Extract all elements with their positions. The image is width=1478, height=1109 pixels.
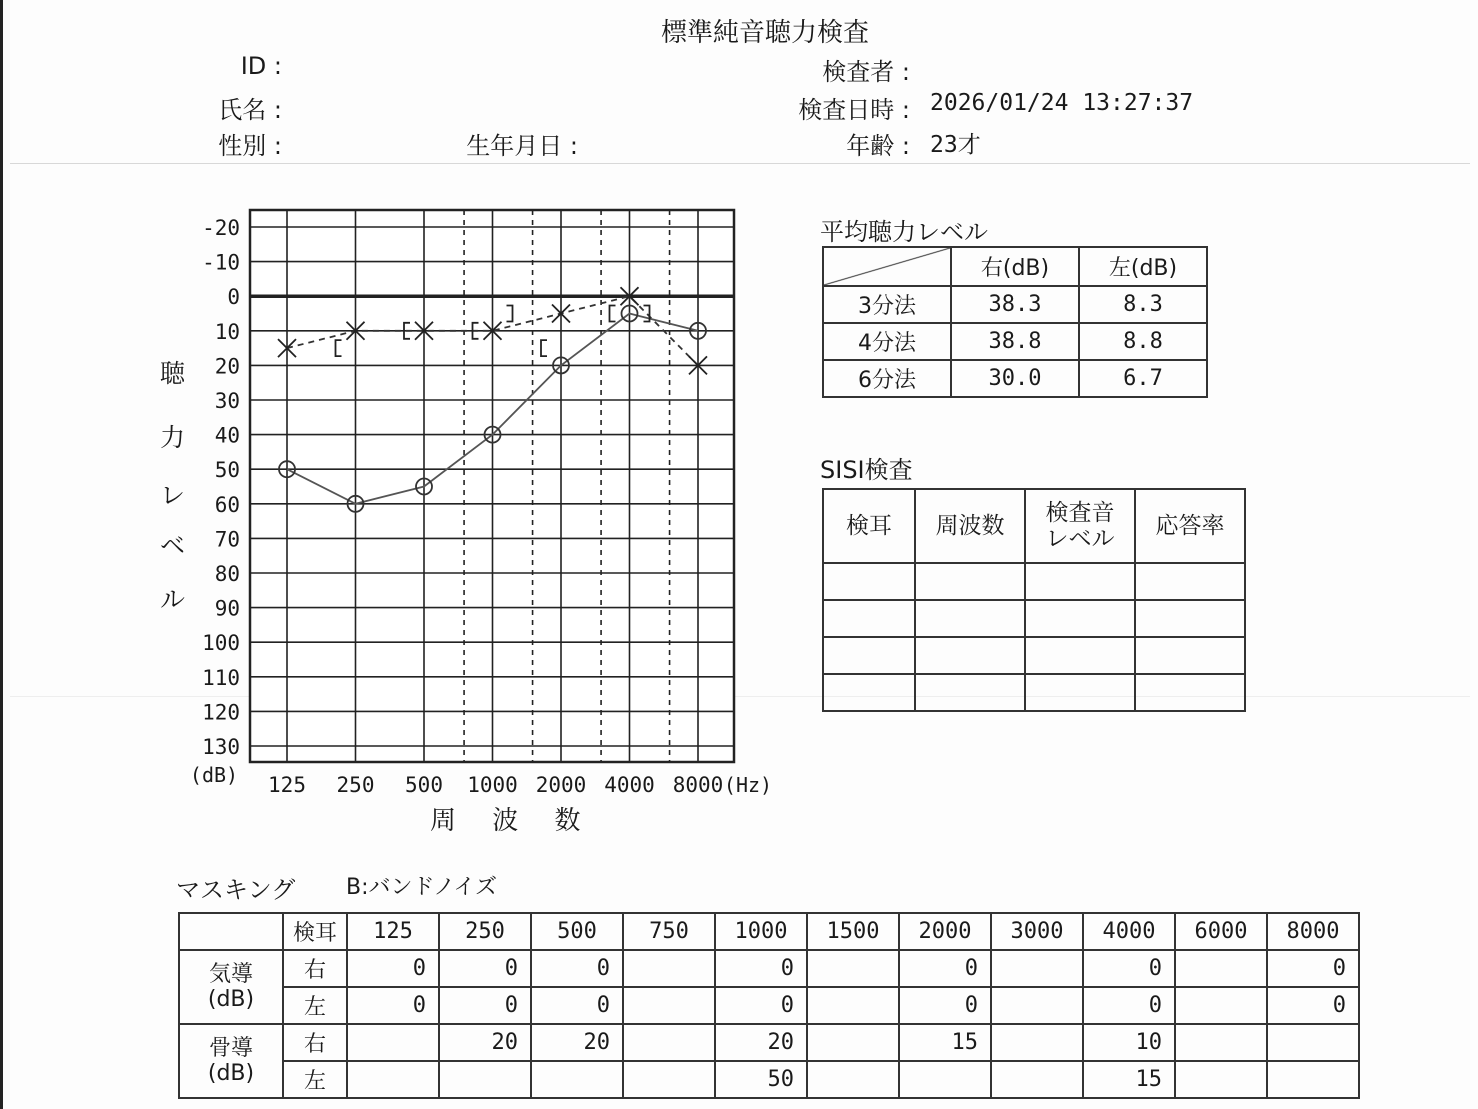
masking-value: [1267, 1061, 1359, 1098]
name-label: 氏名 :: [218, 96, 282, 124]
masking-value: [623, 1024, 715, 1061]
y-tick-label: 30: [214, 389, 240, 413]
masking-col-freq: 8000: [1267, 913, 1359, 950]
masking-ear: 右: [283, 1024, 347, 1061]
average-right: 38.3: [951, 286, 1079, 323]
sisi-title: SISI検査: [820, 456, 913, 484]
masking-value: [439, 1061, 531, 1098]
masking-col-freq: 1000: [715, 913, 807, 950]
x-axis-label: 周 波 数: [430, 806, 595, 836]
x-tick-label: 125: [268, 773, 306, 797]
masking-value: [807, 1061, 899, 1098]
x-tick-label: 1000: [467, 773, 518, 797]
masking-value: [1175, 950, 1267, 987]
masking-group-line1: 気導: [208, 962, 253, 987]
x-tick-label: 500: [405, 773, 443, 797]
masking-value: 0: [1267, 950, 1359, 987]
average-row: [823, 323, 1207, 360]
masking-value: 0: [1267, 987, 1359, 1024]
masking-value: [623, 950, 715, 987]
masking-header-row: [179, 913, 1359, 950]
masking-row: [179, 987, 1359, 1024]
masking-value: [531, 1061, 623, 1098]
masking-value: [1175, 987, 1267, 1024]
masking-value: 0: [347, 987, 439, 1024]
y-tick-label: 80: [214, 562, 240, 586]
masking-subtitle: B:バンドノイズ: [346, 875, 497, 900]
masking-ear: 右: [283, 950, 347, 987]
masking-value: [807, 1024, 899, 1061]
masking-value: [899, 1061, 991, 1098]
sisi-row: [823, 563, 1245, 600]
masking-value: [991, 950, 1083, 987]
masking-col-freq: 500: [531, 913, 623, 950]
average-table: [822, 246, 1208, 398]
average-left: 6.7: [1079, 360, 1207, 397]
masking-col-freq: 3000: [991, 913, 1083, 950]
average-method: 3分法: [823, 286, 951, 323]
y-tick-label: 110: [202, 665, 240, 690]
sisi-col-rate: 応答率: [1135, 489, 1245, 563]
masking-group-line1: 骨導: [208, 1036, 253, 1061]
y-tick-label: 130: [202, 735, 240, 759]
masking-value: 15: [899, 1024, 991, 1061]
page-title: 標準純音聴力検査: [660, 18, 869, 48]
masking-corner-cell: [179, 913, 283, 950]
masking-row: [179, 1061, 1359, 1098]
birth-label: 生年月日 :: [466, 132, 578, 160]
average-row: [823, 360, 1207, 397]
y-axis-label-char: 聴: [160, 359, 186, 388]
sisi-col-ear: 検耳: [823, 489, 915, 563]
sisi-col-freq: 周波数: [915, 489, 1025, 563]
masking-col-freq: 2000: [899, 913, 991, 950]
x-tick-label: 8000: [672, 773, 724, 797]
average-corner-cell: [823, 247, 951, 286]
sisi-table: [822, 488, 1246, 712]
masking-col-freq: 250: [439, 913, 531, 950]
average-col-right: 右(dB): [951, 247, 1079, 286]
masking-value: [1267, 1024, 1359, 1061]
average-col-left: 左(dB): [1079, 247, 1207, 286]
masking-value: 0: [1083, 987, 1175, 1024]
x-tick-label: 4000: [604, 773, 655, 797]
masking-group-label: [179, 1024, 283, 1098]
x-tick-label: 250: [336, 773, 375, 797]
masking-value: 0: [715, 987, 807, 1024]
y-axis-label-char: ベ: [160, 531, 186, 560]
masking-value: [991, 1024, 1083, 1061]
masking-ear: 左: [283, 987, 347, 1024]
average-row: [823, 286, 1207, 323]
masking-value: 0: [531, 950, 623, 987]
average-method: 4分法: [823, 323, 951, 360]
masking-value: 50: [715, 1061, 807, 1098]
masking-group-line2: (dB): [207, 987, 255, 1012]
masking-value: 10: [1083, 1024, 1175, 1061]
masking-value: 0: [1083, 950, 1175, 987]
masking-value: 15: [1083, 1061, 1175, 1098]
average-left: 8.3: [1079, 286, 1207, 323]
masking-group-line2: (dB): [207, 1061, 255, 1086]
masking-value: 20: [439, 1024, 531, 1061]
y-axis-label-char: 力: [160, 423, 186, 452]
y-tick-label: 10: [214, 319, 240, 344]
sisi-row: [823, 674, 1245, 711]
masking-value: 0: [715, 950, 807, 987]
masking-value: [1175, 1024, 1267, 1061]
masking-col-freq: 4000: [1083, 913, 1175, 950]
masking-ear: 左: [283, 1061, 347, 1098]
masking-value: 0: [439, 987, 531, 1024]
masking-value: [347, 1024, 439, 1061]
masking-value: [991, 1061, 1083, 1098]
examiner-label: 検査者 :: [822, 58, 910, 86]
average-title: 平均聴力レベル: [820, 218, 988, 246]
y-tick-label: 0: [227, 285, 240, 310]
x-unit-label: (Hz): [723, 773, 773, 797]
average-left: 8.8: [1079, 323, 1207, 360]
y-axis-label-char: レ: [160, 481, 186, 510]
masking-value: [623, 1061, 715, 1098]
y-tick-label: 120: [202, 700, 240, 725]
y-tick-label: -20: [202, 216, 240, 240]
y-tick-label: 70: [214, 527, 240, 552]
y-tick-label: -10: [202, 250, 240, 275]
masking-value: [1175, 1061, 1267, 1098]
sisi-col-level-line1: 検査音: [1045, 500, 1115, 526]
masking-value: 0: [531, 987, 623, 1024]
age-value: 23才: [930, 132, 981, 158]
y-tick-label: 100: [202, 631, 240, 656]
average-right: 38.8: [951, 323, 1079, 360]
y-tick-label: 40: [214, 423, 240, 448]
masking-col-freq: 125: [347, 913, 439, 950]
masking-col-freq: 750: [623, 913, 715, 950]
masking-row: [179, 950, 1359, 987]
age-label: 年齢 :: [846, 132, 910, 160]
masking-value: [807, 987, 899, 1024]
masking-value: [347, 1061, 439, 1098]
masking-row: [179, 1024, 1359, 1061]
y-tick-label: 50: [214, 458, 240, 483]
masking-group-label: [179, 950, 283, 1024]
sisi-col-level-line2: レベル: [1045, 526, 1115, 552]
audiogram-chart: [0, 0, 800, 860]
masking-value: 20: [531, 1024, 623, 1061]
masking-value: 0: [899, 987, 991, 1024]
y-tick-label: 60: [214, 492, 240, 517]
masking-table: [178, 912, 1360, 1099]
masking-col-freq: 6000: [1175, 913, 1267, 950]
y-axis-label-char: ル: [160, 585, 186, 614]
masking-value: 0: [439, 950, 531, 987]
datetime-label: 検査日時 :: [798, 96, 910, 124]
y-tick-label: 20: [214, 354, 240, 379]
sisi-row: [823, 637, 1245, 674]
average-right: 30.0: [951, 360, 1079, 397]
masking-value: [623, 987, 715, 1024]
masking-value: [807, 950, 899, 987]
id-label: ID :: [240, 52, 282, 80]
sisi-row: [823, 600, 1245, 637]
average-method: 6分法: [823, 360, 951, 397]
masking-value: [991, 987, 1083, 1024]
masking-col-ear: 検耳: [283, 913, 347, 950]
y-unit-label: (dB): [189, 763, 239, 787]
masking-value: 0: [347, 950, 439, 987]
y-tick-label: 90: [214, 596, 240, 621]
datetime-value: 2026/01/24 13:27:37: [930, 90, 1194, 116]
masking-value: 0: [899, 950, 991, 987]
masking-title: マスキング: [176, 876, 296, 904]
x-tick-label: 2000: [535, 773, 587, 797]
masking-value: 20: [715, 1024, 807, 1061]
sex-label: 性別 :: [218, 132, 282, 160]
sisi-col-level: [1025, 489, 1135, 563]
masking-col-freq: 1500: [807, 913, 899, 950]
